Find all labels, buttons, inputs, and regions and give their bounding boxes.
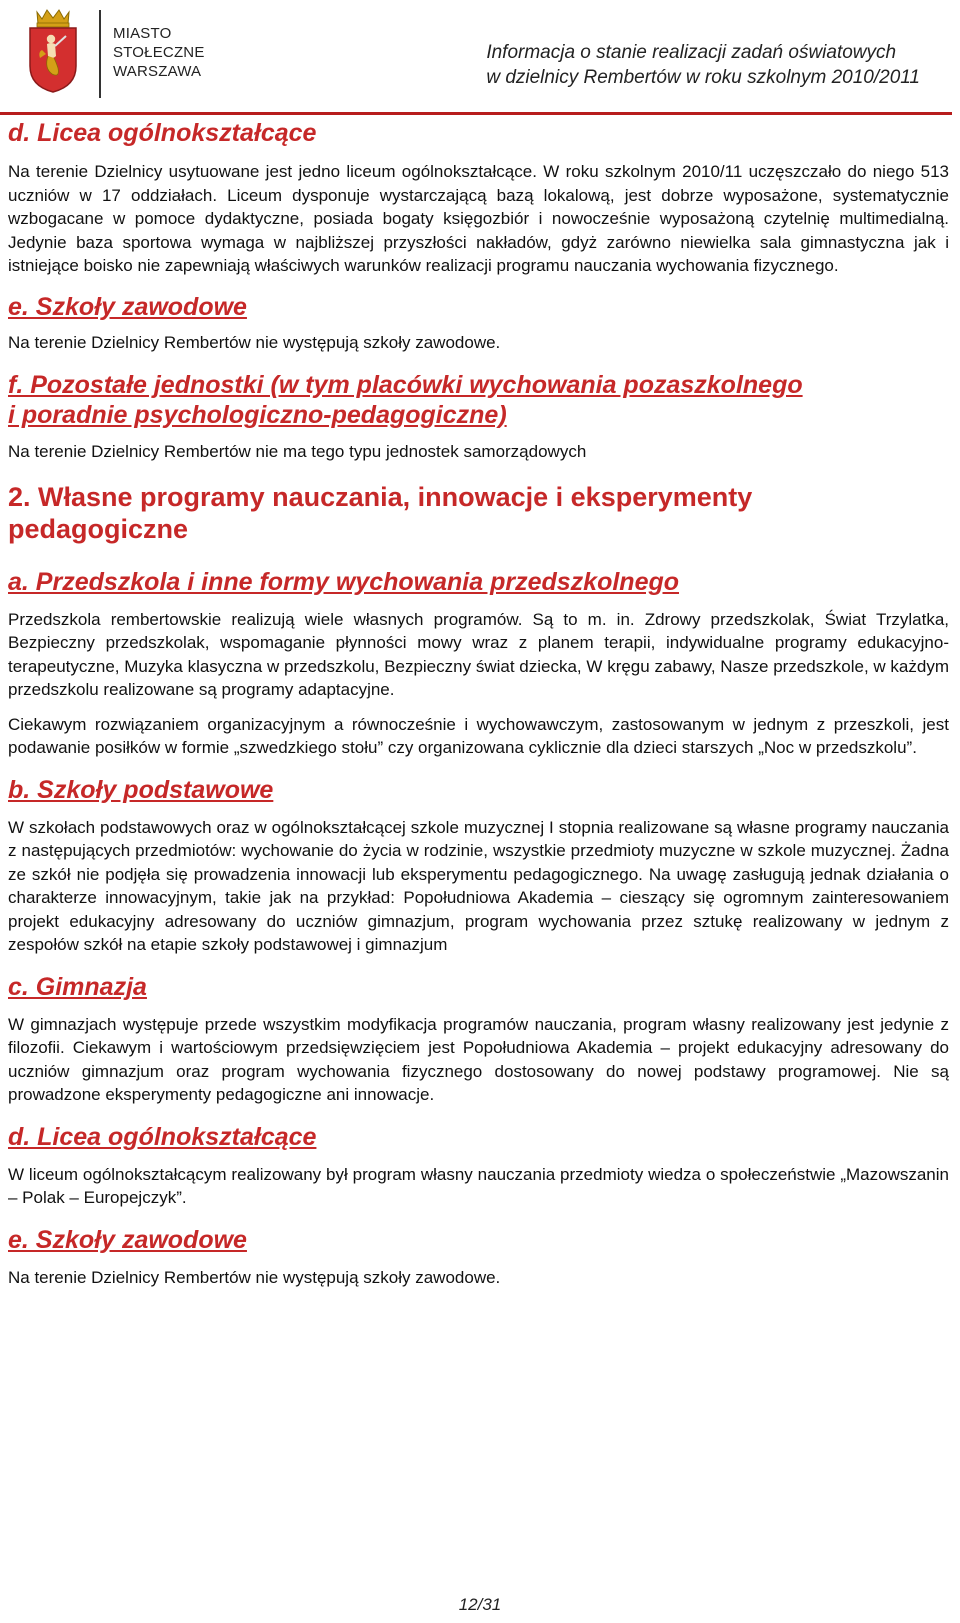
chapter-heading-line: 2. Własne programy nauczania, innowacje i eksperymenty: [8, 481, 753, 512]
section-paragraph: W gimnazjach występuje przede wszystkim modyfikacja programów nauczania, program własny realizowany jest jedynie z filozofii. Ciekawym i wartościowym przedsięwzięciem jest Popołudniowa Akademia – projekt edukacyjny adresowany do uczniów gimnazjum oraz program wychowania fizycznego dostosowany do nowej podstawy programowej. Nie są prowadzone eksperymenty pedagogiczne ani innowacje.: [8, 1014, 949, 1104]
section-heading: b. Szkoły podstawowe: [8, 775, 274, 804]
section-heading: a. Przedszkola i inne formy wychowania przedszkolnego: [8, 567, 680, 596]
section-paragraph: Ciekawym rozwiązaniem organizacyjnym a równocześnie i wychowawczym, zastosowanym w jednym z przeszkoli, jest podawanie posiłków w formie „szwedzkiego stołu” czy organizowana cyklicznie dla dzieci starszych „Noc w przedszkolu”.: [8, 714, 949, 757]
page-number: 12/31: [458, 1595, 502, 1614]
chapter-heading-line: pedagogiczne: [8, 513, 189, 544]
section-paragraph: Na terenie Dzielnicy usytuowane jest jedno liceum ogólnokształcące. W roku szkolnym 2010/11 uczęszczało do niego 513 uczniów w 17 oddziałach. Liceum dysponuje wystarczającą bazą lokalową, jest dobrze wyposażone, systematycznie wzbogacane w pomoce dydaktyczne, posiada bogaty księgozbiór i nowocześnie wyposażoną czytelnię multimedialną. Jedynie baza sportowa wymaga w najbliższej przyszłości nakładów, gdyż zarówno niewielka sala gimnastyczna jak i istniejące boisko nie zapewniają właściwych warunków realizacji programu nauczania wychowania fizycznego.: [8, 162, 949, 275]
section-heading: d. Licea ogólnokształcące: [8, 1122, 317, 1151]
section-heading: c. Gimnazja: [8, 972, 147, 1001]
logo-line: STOŁECZNE: [113, 44, 205, 61]
section-heading: e. Szkoły zawodowe: [8, 1225, 247, 1254]
section-paragraph: W liceum ogólnokształcącym realizowany był program własny nauczania przedmioty wiedza o społeczeństwie „Mazowszanin – Polak – Europejczyk”.: [8, 1164, 949, 1207]
logo-line: WARSZAWA: [113, 63, 202, 80]
section-heading: d. Licea ogólnokształcące: [8, 119, 317, 147]
header-title: [486, 40, 920, 90]
logo-line: MIASTO: [113, 25, 172, 42]
page-header: [0, 0, 960, 118]
chapter-heading: [8, 481, 949, 545]
section-heading-line: f. Pozostałe jednostki (w tym placówki wychowania pozaszkolnego: [8, 371, 803, 399]
section-paragraph: Na terenie Dzielnicy Rembertów nie ma tego typu jednostek samorządowych: [8, 442, 587, 461]
section-paragraph: Na terenie Dzielnicy Rembertów nie występują szkoły zawodowe.: [8, 332, 501, 352]
logo-wordmark: [113, 24, 205, 81]
logo-divider: [99, 10, 101, 98]
section-heading-line: i poradnie psychologiczno-pedagogiczne): [8, 401, 507, 429]
section-heading: e. Szkoły zawodowe: [8, 292, 247, 321]
section-paragraph: W szkołach podstawowych oraz w ogólnokształcącej szkole muzycznej I stopnia realizowane są własne programy nauczania z następujących przedmiotów: wychowanie do życia w rodzinie, wszystkie przedmioty muzyczne w szkole muzycznej. Żadna ze szkół nie podjęła się prowadzenia innowacji lub eksperymentu pedagogicznego. Na uwagę zasługują jednak działania o charakterze innowacyjnym, takie jak na przykład: Popołudniowa Akademia – cieszący się ogromnym zainteresowaniem projekt edukacyjny adresowany do uczniów gimnazjum, program wychowania przez sztukę realizowany w jednym z zespołów szkół na etapie szkoły podstawowej i gimnazjum: [8, 817, 949, 954]
warsaw-coat-of-arms-icon: [24, 6, 82, 94]
document-body: [8, 118, 949, 1289]
section-heading: [8, 370, 949, 430]
header-rule: [0, 112, 952, 115]
header-title-line: Informacja o stanie realizacji zadań oświatowych: [486, 42, 897, 63]
section-paragraph: Przedszkola rembertowskie realizują wiele własnych programów. Są to m. in. Zdrowy przedszkolak, Świat Trzylatka, Bezpieczny przedszkolak, wspomaganie płynności mowy wraz z planem terapii, indywidualne programy edukacyjno-terapeutyczne, Muzyka klasyczna w przedszkolu, Bezpieczny świat dziecka, W kręgu zabawy, Nasze przedszkole, w każdym przedszkolu realizowane są programy adaptacyjne.: [8, 609, 949, 699]
section-paragraph: Na terenie Dzielnicy Rembertów nie występują szkoły zawodowe.: [8, 1267, 501, 1287]
header-title-line: w dzielnicy Rembertów w roku szkolnym 2010/2011: [486, 67, 920, 88]
